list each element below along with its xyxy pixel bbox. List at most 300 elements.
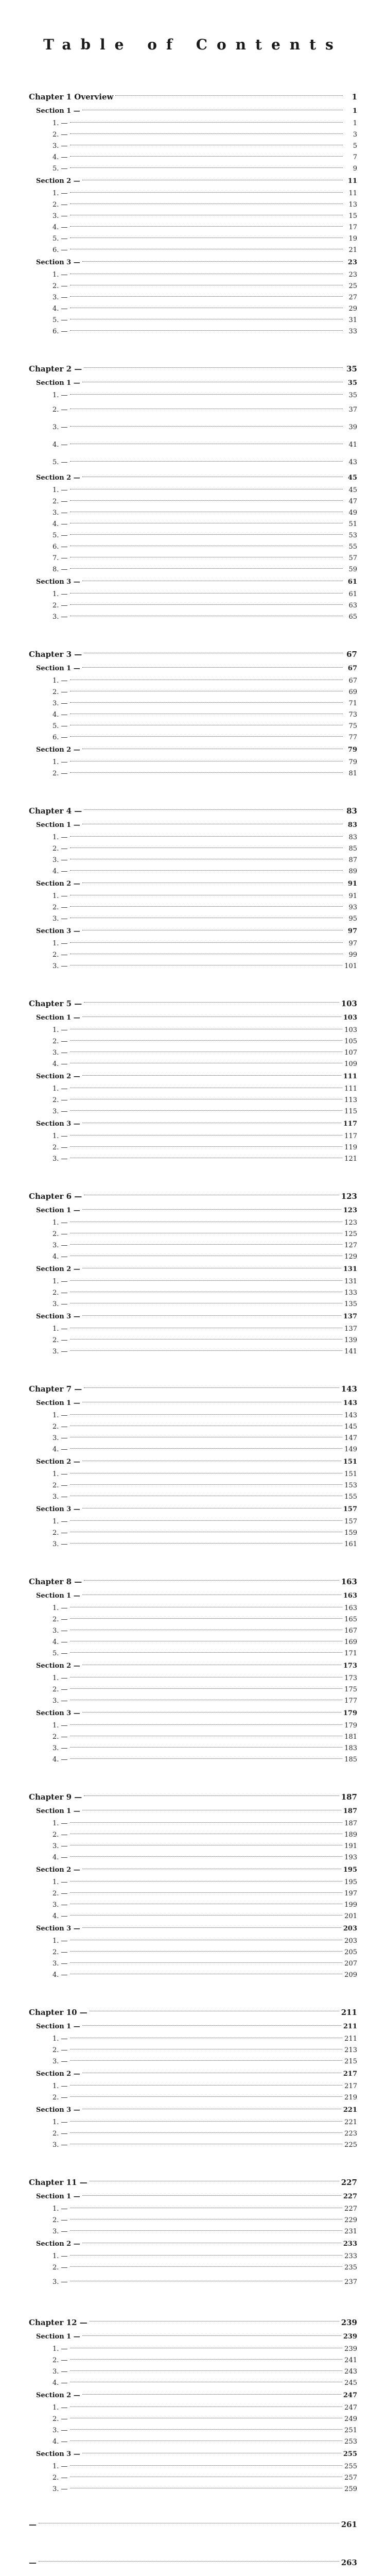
toc-subsection-entry[interactable]	[29, 1900, 357, 1911]
dot-leader	[70, 1822, 343, 1823]
toc-subsection-entry-label: 2. —	[52, 282, 68, 291]
toc-section-entry-label: Section 2 —	[36, 1662, 80, 1670]
toc-subsection-entry[interactable]	[29, 1818, 357, 1829]
toc-subsection-entry[interactable]	[29, 902, 357, 913]
toc-subsection-entry-page-number: 187	[344, 1820, 357, 1828]
toc-subsection-entry[interactable]	[29, 1720, 357, 1732]
toc-chapter-entry[interactable]	[29, 2315, 357, 2330]
toc-subsection-entry-page-number: 191	[344, 1842, 357, 1851]
toc-subsection-entry[interactable]	[29, 269, 357, 281]
toc-subsection-entry-page-number: 235	[344, 2264, 357, 2272]
toc-subsection-entry[interactable]	[29, 1829, 357, 1841]
toc-section-entry[interactable]	[29, 2238, 357, 2251]
toc-subsection-entry-page-number: 149	[344, 1446, 357, 1454]
toc-subsection-entry[interactable]	[29, 519, 357, 530]
toc-subsection-entry[interactable]	[29, 1492, 357, 1503]
toc-subsection-entry-page-number: 179	[344, 1722, 357, 1730]
toc-section-entry-page-number: 195	[343, 1866, 357, 1874]
toc-subsection-entry[interactable]	[29, 401, 357, 419]
dot-leader	[70, 1040, 343, 1041]
toc-subsection-entry[interactable]	[29, 1673, 357, 1684]
toc-subsection-entry[interactable]	[29, 1131, 357, 1142]
toc-subsection-entry[interactable]	[29, 315, 357, 326]
toc-subsection-entry[interactable]	[29, 2472, 357, 2484]
toc-subsection-entry[interactable]	[29, 1888, 357, 1900]
toc-subsection-entry-label: 2. —	[52, 406, 68, 414]
toc-section-entry-label: Section 1 —	[36, 1207, 80, 1215]
toc-subsection-entry[interactable]	[29, 211, 357, 222]
toc-subsection-entry[interactable]	[29, 1947, 357, 1958]
toc-subsection-entry[interactable]	[29, 129, 357, 141]
toc-subsection-entry[interactable]	[29, 1229, 357, 1240]
toc-subsection-entry[interactable]	[29, 1637, 357, 1648]
toc-subsection-entry[interactable]	[29, 245, 357, 256]
toc-subsection-entry[interactable]	[29, 768, 357, 779]
toc-section-entry[interactable]	[29, 1310, 357, 1324]
toc-subsection-entry-page-number: 135	[344, 1300, 357, 1309]
toc-section-entry[interactable]	[29, 1922, 357, 1936]
toc-subsection-entry[interactable]	[29, 2045, 357, 2056]
toc-subsection-entry-page-number: 207	[344, 1960, 357, 1968]
dot-leader	[70, 2465, 343, 2466]
dot-leader	[82, 2335, 341, 2336]
toc-section-entry-label: Section 1 —	[36, 2333, 80, 2341]
toc-subsection-entry[interactable]	[29, 1877, 357, 1888]
toc-subsection-entry[interactable]	[29, 1603, 357, 1614]
toc-subsection-entry-label: 1. —	[52, 1085, 68, 1093]
dot-leader	[70, 1414, 343, 1415]
toc-section-entry[interactable]	[29, 2190, 357, 2204]
toc-subsection-entry[interactable]	[29, 2092, 357, 2104]
toc-subsection-entry-label: 1. —	[52, 1878, 68, 1887]
toc-subsection-entry[interactable]	[29, 419, 357, 436]
toc-subsection-entry-page-number: 131	[344, 1278, 357, 1286]
toc-subsection-entry[interactable]	[29, 1696, 357, 1707]
toc-subsection-entry[interactable]	[29, 1754, 357, 1766]
toc-subsection-entry[interactable]	[29, 2251, 357, 2262]
toc-section-entry[interactable]	[29, 575, 357, 589]
toc-subsection-entry[interactable]	[29, 1047, 357, 1059]
toc-section-entry[interactable]	[29, 2389, 357, 2402]
toc-subsection-entry-label: 2. —	[52, 2474, 68, 2482]
toc-subsection-entry[interactable]	[29, 141, 357, 152]
toc-subsection-entry[interactable]	[29, 612, 357, 623]
toc-subsection-entry[interactable]	[29, 496, 357, 507]
toc-subsection-entry-page-number: 233	[344, 2252, 357, 2261]
toc-section-entry-page-number: 35	[347, 379, 357, 387]
toc-subsection-entry-label: 1. —	[52, 486, 68, 495]
toc-end-matter-entry[interactable]	[29, 2516, 357, 2533]
toc-subsection-entry[interactable]	[29, 913, 357, 925]
toc-subsection-entry[interactable]	[29, 2274, 357, 2291]
toc-subsection-entry[interactable]	[29, 118, 357, 129]
toc-subsection-entry[interactable]	[29, 163, 357, 175]
toc-section-entry-page-number: 221	[343, 2106, 357, 2114]
toc-section-entry-label: Section 2 —	[36, 2392, 80, 2400]
toc-section-entry[interactable]	[29, 877, 357, 891]
toc-subsection-entry[interactable]	[29, 1059, 357, 1070]
toc-chapter-entry[interactable]	[29, 1789, 357, 1805]
toc-title: Table of Contents	[43, 36, 343, 53]
toc-subsection-entry[interactable]	[29, 1324, 357, 1335]
toc-subsection-entry[interactable]	[29, 1025, 357, 1036]
toc-chapter-entry-label: Chapter 4 —	[29, 806, 82, 816]
toc-subsection-entry[interactable]	[29, 1433, 357, 1444]
toc-subsection-entry[interactable]	[29, 1684, 357, 1696]
toc-subsection-entry[interactable]	[29, 1346, 357, 1358]
toc-subsection-entry-label: 3. —	[52, 1842, 68, 1851]
toc-subsection-entry[interactable]	[29, 1852, 357, 1863]
toc-subsection-entry[interactable]	[29, 2204, 357, 2215]
toc-chapter-entry[interactable]	[29, 647, 357, 662]
dot-leader	[70, 2060, 343, 2061]
toc-chapter-entry-page-number: 83	[346, 806, 357, 816]
toc-subsection-entry-page-number: 215	[344, 2058, 357, 2066]
toc-subsection-entry-label: 3. —	[52, 2228, 68, 2236]
dot-leader	[70, 593, 343, 594]
toc-subsection-entry[interactable]	[29, 891, 357, 902]
toc-subsection-entry[interactable]	[29, 950, 357, 961]
toc-subsection-entry-label: 1. —	[52, 1674, 68, 1683]
toc-subsection-entry[interactable]	[29, 1539, 357, 1550]
toc-subsection-entry[interactable]	[29, 2355, 357, 2366]
toc-subsection-entry[interactable]	[29, 541, 357, 553]
toc-section-entry-page-number: 67	[347, 665, 357, 673]
toc-subsection-entry[interactable]	[29, 2378, 357, 2389]
toc-subsection-entry[interactable]	[29, 1480, 357, 1492]
toc-subsection-entry[interactable]	[29, 553, 357, 564]
toc-section-entry[interactable]	[29, 256, 357, 269]
toc-section-entry[interactable]	[29, 471, 357, 485]
toc-subsection-entry[interactable]	[29, 454, 357, 471]
toc-subsection-entry-page-number: 93	[348, 904, 357, 912]
toc-section-entry-page-number: 211	[343, 2023, 357, 2031]
toc-chapter-entry-label: Chapter 10 —	[29, 2008, 87, 2017]
toc-section-entry[interactable]	[29, 1204, 357, 1217]
toc-subsection-entry[interactable]	[29, 687, 357, 698]
dot-leader	[70, 1448, 343, 1449]
toc-section-entry-page-number: 79	[347, 746, 357, 754]
dot-leader	[70, 2370, 343, 2371]
toc-subsection-entry[interactable]	[29, 281, 357, 292]
toc-subsection-entry[interactable]	[29, 2140, 357, 2151]
toc-subsection-entry[interactable]	[29, 485, 357, 496]
toc-subsection-entry-label: 2. —	[52, 2094, 68, 2102]
toc-subsection-entry[interactable]	[29, 2414, 357, 2425]
toc-subsection-entry-page-number: 251	[344, 2427, 357, 2435]
dot-leader	[70, 192, 343, 193]
toc-subsection-entry[interactable]	[29, 709, 357, 721]
toc-subsection-entry-page-number: 101	[344, 962, 357, 971]
toc-subsection-entry[interactable]	[29, 233, 357, 245]
toc-subsection-entry[interactable]	[29, 1276, 357, 1287]
toc-subsection-entry-page-number: 99	[348, 951, 357, 959]
toc-section-entry[interactable]	[29, 2067, 357, 2081]
toc-chapter	[29, 1789, 357, 1981]
toc-section-entry[interactable]	[29, 1011, 357, 1025]
toc-subsection-entry[interactable]	[29, 2436, 357, 2448]
toc-subsection-entry-label: 2. —	[52, 602, 68, 610]
toc-subsection-entry[interactable]	[29, 1217, 357, 1229]
toc-chapter-entry[interactable]	[29, 2005, 357, 2020]
toc-subsection-entry[interactable]	[29, 2425, 357, 2436]
toc-subsection-entry-page-number: 143	[344, 1412, 357, 1420]
dot-leader	[70, 1618, 343, 1619]
toc-subsection-entry[interactable]	[29, 2366, 357, 2378]
toc-subsection-entry[interactable]	[29, 1516, 357, 1528]
toc-subsection-entry[interactable]	[29, 2344, 357, 2355]
toc-subsection-entry[interactable]	[29, 832, 357, 843]
toc-subsection-entry-page-number: 259	[344, 2485, 357, 2494]
dot-leader	[70, 870, 343, 871]
toc-subsection-entry-label: 1. —	[52, 1722, 68, 1730]
dot-leader	[82, 1209, 341, 1210]
toc-section-entry[interactable]	[29, 2104, 357, 2117]
toc-subsection-entry-label: 2. —	[52, 1482, 68, 1490]
dot-leader	[84, 1580, 339, 1581]
dot-leader	[84, 1387, 339, 1388]
toc-subsection-entry[interactable]	[29, 2226, 357, 2238]
toc-subsection-entry-label: 4. —	[52, 1060, 68, 1069]
toc-subsection-entry-page-number: 51	[348, 520, 357, 529]
dot-leader	[70, 1951, 343, 1952]
toc-subsection-entry-label: 3. —	[52, 1049, 68, 1057]
toc-subsection-entry[interactable]	[29, 1958, 357, 1970]
toc-subsection-entry[interactable]	[29, 1648, 357, 1659]
toc-subsection-entry[interactable]	[29, 1444, 357, 1455]
toc-subsection-entry[interactable]	[29, 938, 357, 950]
toc-subsection-entry[interactable]	[29, 199, 357, 211]
dot-leader	[70, 2406, 343, 2407]
toc-subsection-entry[interactable]	[29, 1240, 357, 1251]
toc-section-entry[interactable]	[29, 1659, 357, 1673]
toc-chapter-entry-page-number: 123	[341, 1192, 357, 1201]
toc-subsection-entry-label: 5. —	[52, 316, 68, 325]
toc-subsection-entry-page-number: 165	[344, 1616, 357, 1624]
toc-subsection-entry[interactable]	[29, 1410, 357, 1421]
toc-section-entry-label: Section 3 —	[36, 2450, 80, 2459]
toc-subsection-entry-label: 3. —	[52, 1960, 68, 1968]
toc-subsection-entry-page-number: 199	[344, 1901, 357, 1909]
toc-subsection-entry-page-number: 243	[344, 2368, 357, 2376]
toc-subsection-entry[interactable]	[29, 2128, 357, 2140]
toc-section-entry[interactable]	[29, 105, 357, 118]
toc-section-entry-page-number: 45	[347, 474, 357, 482]
toc-subsection-entry[interactable]	[29, 1154, 357, 1165]
dot-leader	[39, 2561, 339, 2562]
toc-end-matter-entry[interactable]	[29, 2554, 357, 2571]
toc-subsection-entry-page-number: 185	[344, 1756, 357, 1764]
toc-subsection-entry-label: 1. —	[52, 1412, 68, 1420]
toc-chapter-entry[interactable]	[29, 1574, 357, 1589]
toc-section-entry-page-number: 97	[347, 927, 357, 936]
toc-section-entry[interactable]	[29, 1117, 357, 1131]
toc-subsection-entry-label: 3. —	[52, 142, 68, 150]
dot-leader	[70, 1881, 343, 1882]
toc-subsection-entry[interactable]	[29, 1911, 357, 1922]
toc-section-entry[interactable]	[29, 1589, 357, 1603]
toc-subsection-entry[interactable]	[29, 1083, 357, 1095]
toc-section-entry-label: Section 2 —	[36, 1866, 80, 1874]
toc-subsection-entry[interactable]	[29, 1469, 357, 1480]
toc-section-entry[interactable]	[29, 1397, 357, 1410]
toc-subsection-entry[interactable]	[29, 589, 357, 600]
toc-subsection-entry[interactable]	[29, 2461, 357, 2472]
toc-section-entry[interactable]	[29, 925, 357, 938]
dot-leader	[70, 1724, 343, 1725]
toc-section-entry-label: Section 2 —	[36, 2240, 80, 2248]
toc-subsection-entry[interactable]	[29, 152, 357, 163]
toc-subsection-entry[interactable]	[29, 1095, 357, 1106]
toc-subsection-entry-label: 1. —	[52, 120, 68, 128]
toc-subsection-entry[interactable]	[29, 1251, 357, 1263]
toc-subsection-entry[interactable]	[29, 326, 357, 337]
toc-subsection-entry[interactable]	[29, 2215, 357, 2226]
toc-chapter-entry[interactable]	[29, 996, 357, 1011]
toc-subsection-entry[interactable]	[29, 1299, 357, 1310]
toc-subsection-entry[interactable]	[29, 675, 357, 687]
toc-section-entry[interactable]	[29, 743, 357, 757]
toc-subsection-entry[interactable]	[29, 1841, 357, 1852]
toc-subsection-entry[interactable]	[29, 2056, 357, 2067]
toc-section-entry-label: Section 2 —	[36, 2070, 80, 2078]
toc-subsection-entry-page-number: 153	[344, 1482, 357, 1490]
toc-subsection-entry[interactable]	[29, 1335, 357, 1346]
toc-chapter-entry[interactable]	[29, 361, 357, 377]
toc-subsection-entry-page-number: 241	[344, 2357, 357, 2365]
toc-subsection-entry-page-number: 159	[344, 1529, 357, 1537]
toc-section-entry[interactable]	[29, 1263, 357, 1276]
end-matter-list	[29, 2516, 357, 2576]
toc-section-entry[interactable]	[29, 662, 357, 675]
toc-subsection-entry[interactable]	[29, 698, 357, 709]
toc-subsection-entry[interactable]	[29, 961, 357, 972]
toc-subsection-entry[interactable]	[29, 507, 357, 519]
toc-list	[29, 89, 357, 2495]
toc-subsection-entry[interactable]	[29, 530, 357, 541]
toc-subsection-entry-page-number: 245	[344, 2379, 357, 2387]
toc-subsection-entry[interactable]	[29, 600, 357, 612]
toc-subsection-entry-label: 1. —	[52, 590, 68, 599]
toc-subsection-entry[interactable]	[29, 1287, 357, 1299]
toc-subsection-entry[interactable]	[29, 436, 357, 454]
toc-subsection-entry[interactable]	[29, 303, 357, 315]
toc-subsection-entry-page-number: 169	[344, 1638, 357, 1647]
toc-section-entry[interactable]	[29, 377, 357, 390]
toc-subsection-entry-page-number: 73	[348, 711, 357, 719]
toc-subsection-entry[interactable]	[29, 757, 357, 768]
toc-section-entry[interactable]	[29, 1863, 357, 1877]
toc-section-entry[interactable]	[29, 1455, 357, 1469]
toc-subsection-entry[interactable]	[29, 2484, 357, 2495]
toc-subsection-entry-page-number: 95	[348, 915, 357, 923]
toc-subsection-entry-page-number: 3	[353, 131, 357, 139]
toc-subsection-entry[interactable]	[29, 1970, 357, 1981]
toc-subsection-entry-label: 4. —	[52, 1756, 68, 1764]
toc-subsection-entry-label: 5. —	[52, 235, 68, 243]
toc-subsection-entry[interactable]	[29, 866, 357, 877]
toc-subsection-entry-label: 3. —	[52, 700, 68, 708]
toc-subsection-entry[interactable]	[29, 390, 357, 401]
toc-subsection-entry[interactable]	[29, 721, 357, 732]
toc-subsection-entry[interactable]	[29, 188, 357, 199]
toc-subsection-entry[interactable]	[29, 1142, 357, 1154]
toc-subsection-entry-label: 1. —	[52, 2345, 68, 2353]
toc-subsection-entry[interactable]	[29, 2262, 357, 2274]
toc-subsection-entry-label: 2. —	[52, 904, 68, 912]
toc-subsection-entry[interactable]	[29, 1614, 357, 1625]
toc-subsection-entry[interactable]	[29, 222, 357, 233]
toc-chapter-entry[interactable]	[29, 1381, 357, 1397]
toc-section-entry[interactable]	[29, 175, 357, 188]
toc-subsection-entry[interactable]	[29, 1036, 357, 1047]
toc-subsection-entry[interactable]	[29, 1625, 357, 1637]
toc-subsection-entry-label: 1. —	[52, 940, 68, 948]
toc-subsection-entry[interactable]	[29, 564, 357, 575]
toc-subsection-entry[interactable]	[29, 1528, 357, 1539]
toc-section-entry[interactable]	[29, 2330, 357, 2344]
toc-subsection-entry-page-number: 155	[344, 1493, 357, 1501]
toc-subsection-entry-label: 1. —	[52, 758, 68, 767]
toc-chapter-entry[interactable]	[29, 89, 357, 105]
toc-subsection-entry-page-number: 189	[344, 1831, 357, 1839]
toc-subsection-entry[interactable]	[29, 2117, 357, 2128]
toc-subsection-entry[interactable]	[29, 2081, 357, 2092]
toc-section-entry[interactable]	[29, 1805, 357, 1818]
toc-subsection-entry[interactable]	[29, 1743, 357, 1754]
toc-subsection-entry[interactable]	[29, 2033, 357, 2045]
toc-subsection-entry-page-number: 219	[344, 2094, 357, 2102]
toc-subsection-entry-page-number: 23	[348, 271, 357, 279]
toc-section-entry[interactable]	[29, 1070, 357, 1083]
dot-leader	[70, 1856, 343, 1857]
toc-subsection-entry[interactable]	[29, 732, 357, 743]
toc-subsection-entry-label: 3. —	[52, 1627, 68, 1635]
toc-subsection-entry[interactable]	[29, 1936, 357, 1947]
toc-section-entry[interactable]	[29, 2448, 357, 2461]
dot-leader	[70, 2359, 343, 2360]
toc-subsection-entry-label: 5. —	[52, 1650, 68, 1658]
dot-leader	[70, 2255, 343, 2256]
toc-subsection-entry[interactable]	[29, 843, 357, 855]
toc-subsection-entry[interactable]	[29, 1732, 357, 1743]
toc-subsection-entry-page-number: 75	[348, 722, 357, 731]
toc-section-entry[interactable]	[29, 1503, 357, 1516]
toc-section-entry[interactable]	[29, 819, 357, 832]
toc-subsection-entry[interactable]	[29, 2402, 357, 2414]
toc-subsection-entry-label: 3. —	[52, 509, 68, 517]
toc-subsection-entry[interactable]	[29, 1106, 357, 1117]
toc-chapter-entry[interactable]	[29, 803, 357, 819]
toc-subsection-entry-page-number: 209	[344, 1971, 357, 1979]
toc-subsection-entry-page-number: 167	[344, 1627, 357, 1635]
toc-end-matter-entry-label: —	[29, 2520, 37, 2529]
toc-section-entry[interactable]	[29, 1707, 357, 1720]
toc-subsection-entry[interactable]	[29, 1421, 357, 1433]
toc-section-entry-label: Section 3 —	[36, 927, 80, 936]
toc-subsection-entry-label: 3. —	[52, 1434, 68, 1443]
toc-chapter	[29, 2175, 357, 2291]
toc-section-entry-label: Section 3 —	[36, 1505, 80, 1514]
toc-subsection-entry[interactable]	[29, 292, 357, 303]
toc-chapter-entry[interactable]	[29, 2175, 357, 2190]
toc-subsection-entry-page-number: 221	[344, 2119, 357, 2127]
toc-chapter-entry[interactable]	[29, 1189, 357, 1204]
toc-section-entry[interactable]	[29, 2020, 357, 2033]
toc-subsection-entry-label: 3. —	[52, 1348, 68, 1356]
toc-subsection-entry[interactable]	[29, 855, 357, 866]
toc-subsection-entry-page-number: 43	[348, 459, 357, 467]
